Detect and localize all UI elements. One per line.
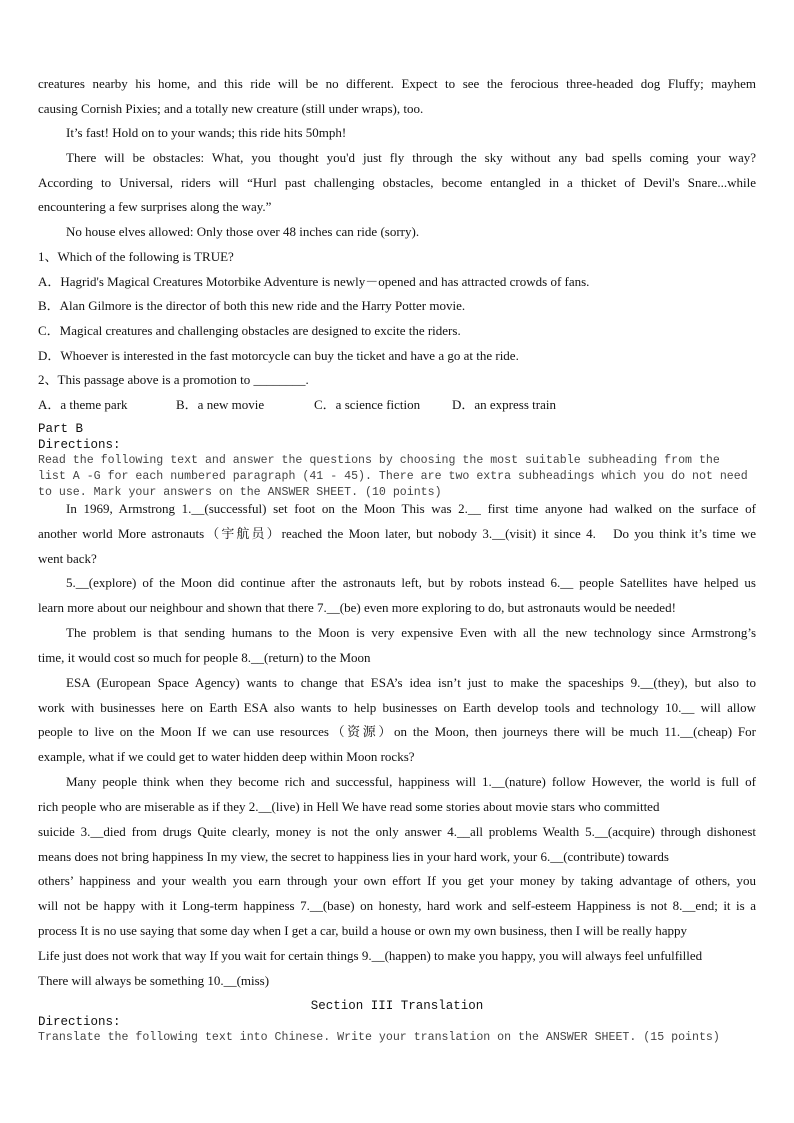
text-line: another world More astronauts（宇航员）reached the Moon later, but nobody 3.__(visit) it since 4. Do you think it’s time we — [38, 525, 756, 541]
text-line: means does not bring happiness In my view, the secret to happiness lies in your hard work, your 6.__(contribute) towards — [38, 848, 669, 864]
text-line: example, what if we could get to water hidden deep within Moon rocks? — [38, 749, 415, 765]
directions-label: Directions: — [38, 438, 121, 452]
text-line: time, it would cost so much for people 8.__(return) to the Moon — [38, 649, 371, 665]
text-line: went back? — [38, 550, 97, 566]
directions-text: Translate the following text into Chinese. Write your translation on the ANSWER SHEET. (15 points) — [38, 1031, 720, 1044]
text-line: It’s fast! Hold on to your wands; this ride hits 50mph! — [66, 125, 347, 141]
text-line: learn more about our neighbour and shown that there 7.__(be) even more exploring to do, but astronauts would be needed! — [38, 600, 676, 616]
question-1-stem: 1、Which of the following is TRUE? — [38, 248, 234, 264]
text-line: There will be obstacles: What, you thought you'd just fly through the sky without any bad spells coming your way? — [66, 150, 756, 166]
question-2-stem: 2、This passage above is a promotion to ________. — [38, 372, 309, 388]
text-line: In 1969, Armstrong 1.__(successful) set foot on the Moon This was 2.__ first time anyone had walked on the surface of — [66, 501, 756, 516]
text-line: rich people who are miserable as if they 2.__(live) in Hell We have read some stories about movie stars who committed — [38, 798, 660, 814]
passage-a — [38, 72, 756, 418]
part-b-header — [38, 421, 756, 501]
question-2-option-c: C．a science fiction — [314, 396, 421, 412]
question-1-option-d: D．Whoever is interested in the fast motorcycle can buy the ticket and have a go at the ride. — [38, 347, 519, 363]
text-line: causing Cornish Pixies; and a totally new creature (still under wraps), too. — [38, 100, 424, 116]
directions-text: to use. Mark your answers on the ANSWER SHEET. (10 points) — [38, 486, 442, 499]
text-line: will not be happy with it Long-term happiness 7.__(base) on honesty, hard work and self-esteem Happiness is not 8.__end; it is a — [38, 898, 756, 914]
question-2-option-d: D．an express train — [452, 396, 556, 412]
question-1-option-a: A．Hagrid's Magical Creatures Motorbike Adventure is newly－opened and has attracted crowds of fans. — [38, 273, 590, 289]
text-line: Many people think when they become rich and successful, happiness will 1.__(nature) follow However, the world is full of — [66, 774, 756, 790]
text-line: creatures nearby his home, and this ride will be no different. Expect to see the ferocious three-headed dog Fluffy; mayhem — [38, 76, 756, 91]
text-line: suicide 3.__died from drugs Quite clearly, money is not the only answer 4.__all problems Wealth 5.__(acquire) through dishonest — [38, 823, 756, 839]
text-line: others’ happiness and your wealth you earn through your own effort If you get your money by taking advantage of others, you — [38, 873, 756, 889]
directions-text: list A -G for each numbered paragraph (41 - 45). There are two extra subheadings which you do not need — [38, 470, 748, 483]
question-2-option-b: B．a new movie — [176, 396, 265, 412]
text-line: work with businesses here on Earth ESA also wants to help businesses on Earth develop tools and technology 10.__ will allow — [38, 699, 756, 715]
directions-label: Directions: — [38, 1015, 121, 1029]
question-2-option-a: A．a theme park — [38, 396, 128, 412]
directions-text: Read the following text and answer the questions by choosing the most suitable subheading from the — [38, 454, 720, 467]
text-line: There will always be something 10.__(miss) — [38, 972, 270, 988]
text-line: Life just does not work that way If you wait for certain things 9.__(happen) to make you happy, you will always feel unfulfilled — [38, 947, 703, 963]
text-line: According to Universal, riders will “Hurl past challenging obstacles, become entangled in a thicket of Devil's Snare...while — [38, 174, 756, 190]
text-line: people to live on the Moon If we can use resources（资源）on the Moon, then journeys there will be much 11.__(cheap) For — [38, 724, 756, 740]
section-iii-title: Section III Translation — [310, 999, 484, 1013]
text-line: ESA (European Space Agency) wants to change that ESA’s idea isn’t just to make the spaceships 9.__(they), but also to — [66, 674, 756, 690]
text-line: 5.__(explore) of the Moon did continue after the astronauts left, but by robots instead 6.__ people Satellites have helped us — [66, 575, 756, 591]
question-2-options — [38, 393, 756, 418]
text-line: encountering a few surprises along the way.” — [38, 199, 272, 215]
text-line: process It is no use saying that some day when I get a car, build a house or own my own business, then I will be really happy — [38, 923, 687, 939]
part-b-title: Part B — [38, 422, 84, 436]
text-line: No house elves allowed: Only those over 48 inches can ride (sorry). — [66, 224, 420, 240]
question-1-option-c: C．Magical creatures and challenging obstacles are designed to excite the riders. — [38, 322, 461, 338]
text-line: The problem is that sending humans to the Moon is very expensive Even with all the new technology since Armstrong’s — [66, 625, 756, 641]
section-iii — [38, 998, 756, 1046]
passage-b — [38, 497, 756, 994]
question-1-option-b: B．Alan Gilmore is the director of both this new ride and the Harry Potter movie. — [38, 298, 466, 314]
